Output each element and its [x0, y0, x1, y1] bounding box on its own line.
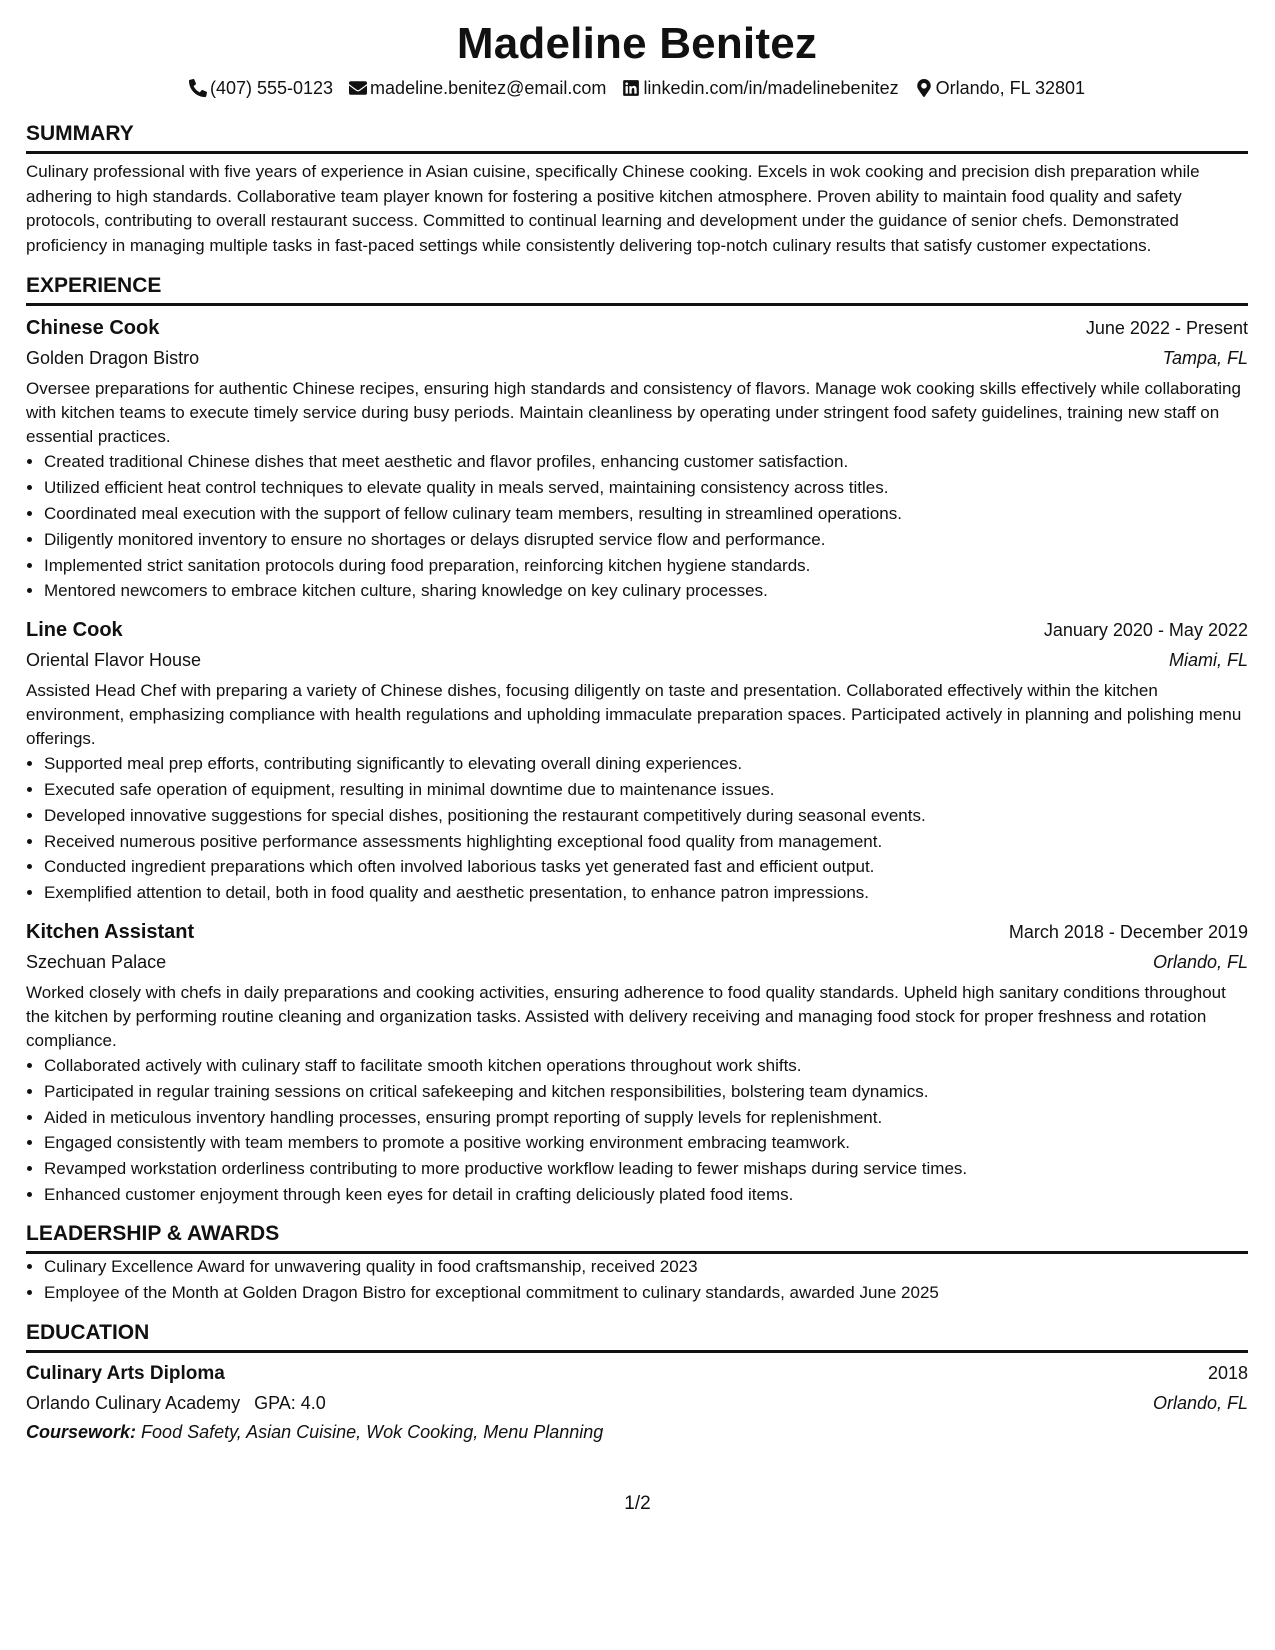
section-title-experience: EXPERIENCE: [26, 272, 1248, 306]
list-item: • Created traditional Chinese dishes that meet aesthetic and flavor profiles, enhancing customer satisfaction.: [44, 449, 1248, 475]
degree-title: Culinary Arts Diploma: [26, 1363, 225, 1385]
awards-list: [26, 1254, 1248, 1306]
job-bullets: [26, 1053, 1248, 1208]
job-bullets: [26, 449, 1248, 604]
resume-page: [26, 18, 1248, 1447]
list-item: • Revamped workstation orderliness contributing to more productive workflow leading to fewer mishaps during service times.: [44, 1156, 1248, 1182]
education-section: [26, 1319, 1248, 1447]
list-item: • Implemented strict sanitation protocols during food preparation, reinforcing kitchen hygiene standards.: [44, 553, 1248, 579]
linkedin-text[interactable]: linkedin.com/in/madelinebenitez: [643, 78, 899, 98]
list-item: • Supported meal prep efforts, contributing significantly to elevating overall dining experiences.: [44, 751, 1248, 777]
section-title-awards: LEADERSHIP & AWARDS: [26, 1220, 1248, 1254]
job-description: Worked closely with chefs in daily preparations and cooking activities, ensuring adherence to food quality standards. Upheld high sanitary conditions throughout the kitchen by performing routine cleaning and organization tasks. Assisted with delivery receiving and managing food stock for proper freshness and rotation compliance.: [26, 982, 1226, 1050]
list-item: • Mentored newcomers to embrace kitchen culture, sharing knowledge on key culinary processes.: [44, 578, 1248, 604]
list-item: • Culinary Excellence Award for unwavering quality in food craftsmanship, received 2023: [44, 1254, 1248, 1280]
section-title-education: EDUCATION: [26, 1319, 1248, 1353]
map-marker-icon: [915, 79, 933, 97]
list-item: • Diligently monitored inventory to ensure no shortages or delays disrupted service flow and performance.: [44, 527, 1248, 553]
job-company: Oriental Flavor House: [26, 650, 202, 671]
job-title: Kitchen Assistant: [26, 920, 195, 943]
section-title-summary: SUMMARY: [26, 120, 1248, 154]
job-description: Oversee preparations for authentic Chinese recipes, ensuring high standards and consistency of flavors. Manage wok cooking skills effectively while collaborating with kitchen teams to execute timely service during busy periods. Maintain cleanliness by operating under stringent food safety guidelines, training new staff on essential practices.: [26, 379, 1241, 447]
summary-section: [26, 120, 1248, 258]
school-location: Orlando, FL: [1152, 1393, 1248, 1414]
list-item: • Developed innovative suggestions for special dishes, positioning the restaurant competitively during seasonal events.: [44, 803, 1248, 829]
email-text[interactable]: madeline.benitez@email.com: [370, 78, 607, 98]
coursework-text: Food Safety, Asian Cuisine, Wok Cooking, Menu Planning: [141, 1422, 604, 1443]
location-text: Orlando, FL 32801: [935, 78, 1086, 98]
list-item: • Collaborated actively with culinary staff to facilitate smooth kitchen operations throughout work shifts.: [44, 1053, 1248, 1079]
summary-text: Culinary professional with five years of experience in Asian cuisine, specifically Chinese cooking. Excels in wok cooking and precision dish preparation while adhering to high standards. Collaborative team player known for fostering a positive kitchen atmosphere. Proven ability to maintain food quality and safety protocols, contributing to overall restaurant success. Committed to continual learning and development under the guidance of senior chefs. Demonstrated proficiency in managing multiple tasks in fast-paced settings while consistently delivering top-notch culinary results that satisfy customer expectations.: [26, 162, 1200, 255]
envelope-icon: [349, 79, 367, 97]
school-line: [26, 1389, 326, 1418]
job-company: Szechuan Palace: [26, 951, 167, 972]
job-title: Chinese Cook: [26, 317, 160, 340]
candidate-name: Madeline Benitez: [456, 19, 818, 68]
job-subheader: [26, 947, 1248, 977]
awards-section: [26, 1220, 1248, 1306]
list-item: • Employee of the Month at Golden Dragon Bistro for exceptional commitment to culinary standards, awarded June 2025: [44, 1280, 1248, 1306]
job-dates: June 2022 - Present: [1085, 318, 1248, 339]
school-name: Orlando Culinary Academy: [26, 1393, 241, 1414]
list-item: • Exemplified attention to detail, both in food quality and aesthetic presentation, to enhance patron impressions.: [44, 880, 1248, 906]
phone-icon: [189, 79, 207, 97]
education-entry: [26, 1359, 1248, 1447]
experience-section: [26, 272, 1248, 1207]
list-item: • Enhanced customer enjoyment through keen eyes for detail in crafting deliciously plated food items.: [44, 1182, 1248, 1208]
job-subheader: [26, 645, 1248, 675]
gpa: GPA: 4.0: [254, 1393, 326, 1414]
job-location: Tampa, FL: [1162, 348, 1248, 369]
contact-linkedin[interactable]: [622, 76, 898, 100]
list-item: • Engaged consistently with team members to promote a positive working environment embracing teamwork.: [44, 1130, 1248, 1156]
list-item: • Conducted ingredient preparations which often involved laborious tasks yet generated fast and efficient output.: [44, 854, 1248, 880]
job-header: [26, 615, 1248, 645]
list-item: • Coordinated meal execution with the support of fellow culinary team members, resulting in streamlined operations.: [44, 501, 1248, 527]
job-dates: March 2018 - December 2019: [1008, 921, 1248, 942]
job-entry: [26, 615, 1248, 906]
contact-location: [915, 76, 1085, 100]
contact-bar: [26, 76, 1248, 100]
job-entry: [26, 917, 1248, 1208]
coursework-label: Coursework:: [26, 1422, 137, 1443]
contact-email[interactable]: [349, 76, 606, 100]
graduation-year: 2018: [1207, 1363, 1248, 1384]
job-entry: [26, 313, 1248, 604]
job-description: Assisted Head Chef with preparing a variety of Chinese dishes, focusing diligently on taste and presentation. Collaborated effectively within the kitchen environment, emphasizing compliance with health regulations and upholding immaculate preparation spaces. Participated actively in planning and polishing menu offerings.: [26, 681, 1242, 749]
job-bullets: [26, 751, 1248, 906]
list-item: • Executed safe operation of equipment, resulting in minimal downtime due to maintenance issues.: [44, 777, 1248, 803]
list-item: • Participated in regular training sessions on critical safekeeping and kitchen responsibilities, bolstering team dynamics.: [44, 1079, 1248, 1105]
page-number: 1/2: [624, 1493, 651, 1514]
job-header: [26, 917, 1248, 947]
job-location: Orlando, FL: [1152, 951, 1248, 972]
list-item: • Received numerous positive performance assessments highlighting exceptional food quality from management.: [44, 829, 1248, 855]
list-item: • Aided in meticulous inventory handling processes, ensuring prompt reporting of supply levels for replenishment.: [44, 1105, 1248, 1131]
job-dates: January 2020 - May 2022: [1043, 620, 1248, 641]
coursework-line: [26, 1418, 1248, 1447]
linkedin-icon: [622, 79, 640, 97]
job-location: Miami, FL: [1168, 650, 1248, 671]
phone-text: (407) 555-0123: [209, 78, 334, 98]
list-item: • Utilized efficient heat control techniques to elevate quality in meals served, maintaining consistency across titles.: [44, 475, 1248, 501]
job-title: Line Cook: [26, 619, 123, 642]
job-header: [26, 313, 1248, 343]
education-header: [26, 1359, 1248, 1388]
contact-phone: [189, 76, 333, 100]
job-company: Golden Dragon Bistro: [26, 348, 200, 369]
job-subheader: [26, 343, 1248, 373]
education-subheader: [26, 1388, 1248, 1418]
